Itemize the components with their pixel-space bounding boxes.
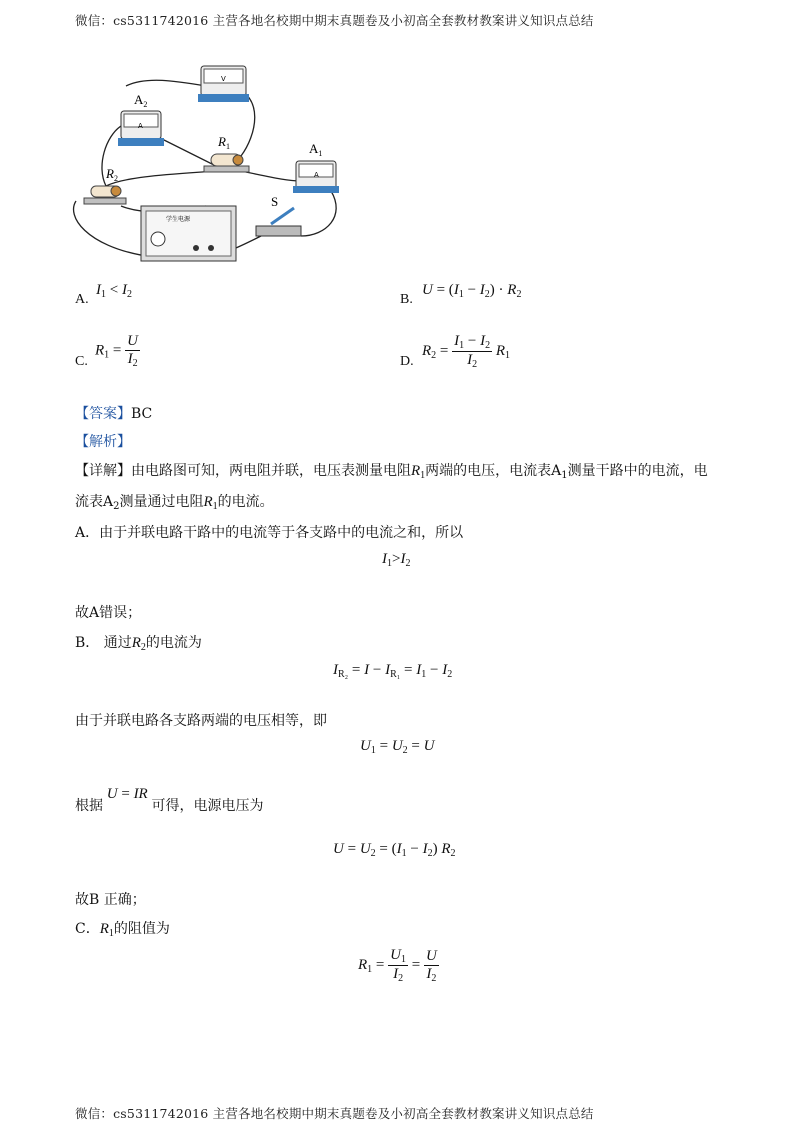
answer-line: 【答案】BC: [75, 406, 153, 422]
svg-text:学生电源: 学生电源: [166, 216, 191, 223]
label-a2: $A_2$: [134, 92, 148, 109]
svg-text:A: A: [314, 171, 319, 179]
voltmeter-icon: [198, 66, 249, 102]
part-b-formula-3: $U = U_2 = (I_1 - I_2)$ $R_2$: [333, 841, 456, 859]
part-b-intro: B． 通过$R_2$的电流为: [75, 635, 202, 653]
label-r1: $R_1$: [218, 134, 230, 151]
page-header: 微信：cs5311742016 主营各地名校期中期末真题卷及小初高全套教材教案讲义知识点总结: [75, 13, 594, 28]
circuit-diagram: [66, 56, 356, 271]
part-b-formula-1: $I_{R_2} = I - I_{R_1} = I_1 - I_2$: [333, 662, 453, 680]
option-d-formula: $R_2$ = $\frac{I_1 - I_2}{I_2}$ $R_1$: [422, 333, 511, 370]
label-r2: $R_2$: [106, 166, 118, 183]
power-supply-icon: [141, 206, 236, 261]
part-a-formula: $I_1>I_2$: [382, 551, 411, 569]
option-d-label: D.: [400, 354, 414, 369]
part-c-intro: C．$R_1$的阻值为: [75, 921, 170, 939]
part-b-formula-2: $U_1 = U_2 = U$: [360, 738, 435, 756]
svg-text:V: V: [221, 75, 226, 83]
ammeter-a2-icon: [118, 111, 164, 146]
ammeter-a1-icon: [293, 161, 339, 193]
svg-text:A: A: [138, 122, 143, 130]
switch-icon: [256, 208, 301, 236]
label-s: S: [271, 194, 279, 209]
part-a-conclusion: 故A错误；: [75, 605, 142, 621]
page-footer: 微信：cs5311742016 主营各地名校期中期末真题卷及小初高全套教材教案讲义知识点总结: [75, 1106, 594, 1121]
detail-line-1: 【详解】由电路图可知，两电阻并联，电压表测量电阻$R_1$两端的电压，电流表$A_1$测量干路中的电流，电: [75, 463, 708, 481]
option-b-formula: $U = (I_1 - I_2) \cdot R_2$: [422, 282, 522, 300]
option-a-formula: $I_1 < I_2$: [96, 282, 132, 300]
option-c-formula: $R_1$ = $\frac{U}{I_2}$: [95, 333, 138, 369]
option-b-label: B.: [400, 292, 413, 307]
part-b-conclusion: 故B 正确；: [75, 892, 146, 908]
part-b-parallel: 由于并联电路各支路两端的电压相等，即: [75, 713, 327, 729]
part-a-intro: A．由于并联电路干路中的电流等于各支路中的电流之和，所以: [75, 525, 464, 541]
analysis-tag: 【解析】: [75, 434, 131, 450]
label-a1: $A_1$: [309, 141, 323, 158]
part-b-by: 根据 U = IR 可得，电源电压为: [75, 786, 264, 814]
option-a-label: A.: [75, 292, 89, 307]
detail-line-2: 流表$A_2$测量通过电阻$R_1$的电流。: [75, 494, 274, 512]
option-c-label: C.: [75, 354, 88, 369]
resistor-r2-icon: [84, 186, 126, 204]
part-c-formula: $R_1$ = $\frac{U_1}{I_2}$ = $\frac{U}{I_2}$: [358, 947, 437, 984]
